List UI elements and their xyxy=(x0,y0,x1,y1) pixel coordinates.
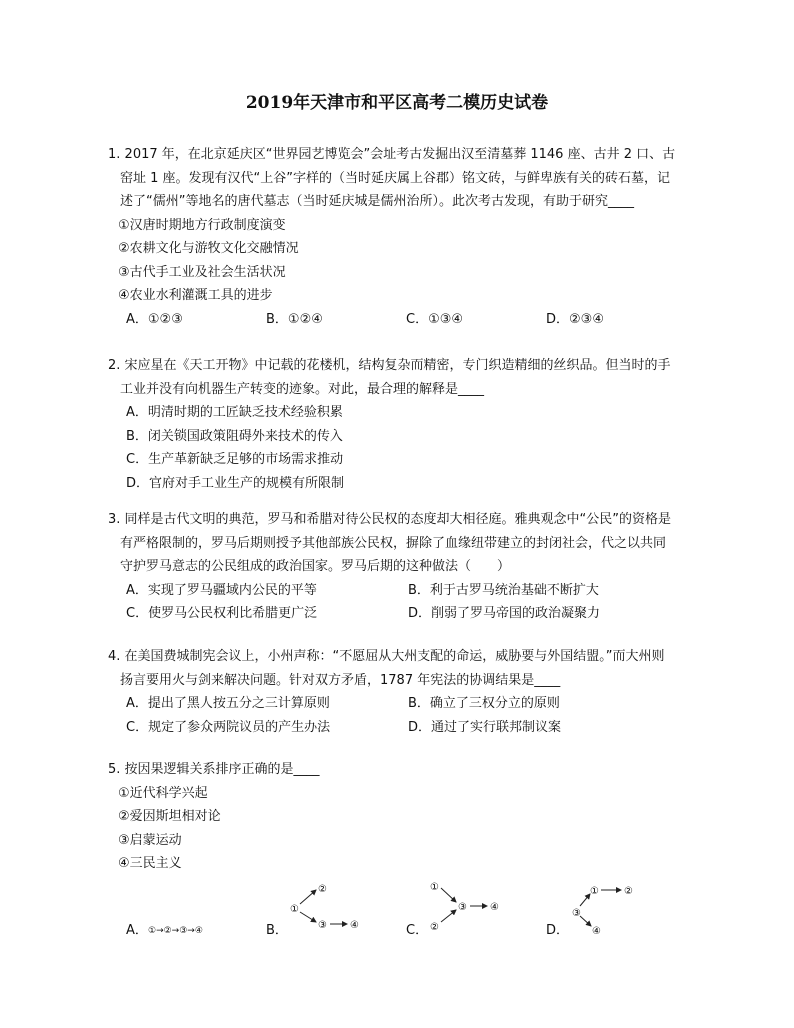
stem-line: 按因果逻辑关系排序正确的是____ xyxy=(124,762,320,777)
arrow xyxy=(580,916,591,926)
question-stem xyxy=(108,758,704,782)
option-a[interactable]: A．明清时期的工匠缺乏技术经验积累 xyxy=(126,405,343,420)
question-5 xyxy=(108,758,704,876)
node-1: ① xyxy=(590,886,599,897)
stem-line: 守护罗马意志的公民组成的政治国家。罗马后期的这种做法（ ） xyxy=(120,559,511,574)
option-c[interactable]: C．使罗马公民权利比希腊更广泛 xyxy=(126,606,318,621)
option-b[interactable]: B．闭关锁国政策阻碍外来技术的传入 xyxy=(126,428,343,444)
statement-item: ②爱因斯坦相对论 xyxy=(118,809,221,824)
arrow xyxy=(441,888,456,902)
arrow xyxy=(441,910,456,922)
statement-item: ④农业水利灌溉工具的进步 xyxy=(118,288,273,303)
question-number: 2. xyxy=(108,358,121,373)
answer-options xyxy=(108,579,704,626)
option-b[interactable]: B．确立了三权分立的原则 xyxy=(408,696,560,711)
stem-line: 扬言要用火与剑来解决问题。针对双方矛盾，1787 年宪法的协调结果是____ xyxy=(120,672,561,688)
option-a[interactable]: A．提出了黑人按五分之三计算原则 xyxy=(126,696,330,711)
answer-options xyxy=(108,401,704,495)
option-a[interactable]: A．实现了罗马疆域内公民的平等 xyxy=(126,582,317,598)
node-4: ④ xyxy=(592,926,601,937)
question-number: 1. xyxy=(108,147,121,162)
page-title: 2019年天津市和平区高考二模历史试卷 xyxy=(245,93,549,113)
statement-item: ②农耕文化与游牧文化交融情况 xyxy=(118,241,299,256)
option-label: B． xyxy=(266,923,288,938)
option-d[interactable]: D．②③④ xyxy=(546,311,604,327)
stem-line: 有严格限制的，罗马后期则授予其他部族公民权，摒除了血缘纽带建立的封闭社会，代之以共同 xyxy=(120,535,667,551)
statement-item: ①汉唐时期地方行政制度演变 xyxy=(118,217,286,233)
question-stem xyxy=(108,143,704,214)
stem-line: 工业并没有向机器生产转变的迹象。对此，最合理的解释是____ xyxy=(120,381,485,397)
node-1: ① xyxy=(290,904,299,915)
option-c[interactable] xyxy=(406,878,526,944)
answer-options xyxy=(108,692,704,739)
option-b[interactable]: B．利于古罗马统治基础不断扩大 xyxy=(408,582,599,598)
option-label: D． xyxy=(546,923,570,938)
question-2 xyxy=(108,354,704,495)
statement-item: ③启蒙运动 xyxy=(118,832,182,848)
answer-options xyxy=(108,308,704,332)
option-d[interactable]: D．通过了实行联邦制议案 xyxy=(408,719,562,735)
node-1: ① xyxy=(430,882,439,893)
flow-diagram xyxy=(424,878,524,940)
option-b[interactable] xyxy=(266,878,386,944)
statement-item: ④三民主义 xyxy=(118,856,182,871)
stem-line: 同样是古代文明的典范，罗马和希腊对待公民权的态度却大相径庭。雅典观念中“公民”的资格是 xyxy=(124,512,672,527)
node-4: ④ xyxy=(490,902,499,913)
option-b[interactable]: B．①②④ xyxy=(266,311,323,327)
question-number: 5. xyxy=(108,762,121,777)
option-c[interactable]: C．①③④ xyxy=(406,311,464,327)
stem-line: 窑址 1 座。发现有汉代“上谷”字样的（当时延庆属上谷郡）铭文砖，与鲜卑族有关的砖石墓，记 xyxy=(120,170,671,186)
stem-line: 述了“儒州”等地名的唐代墓志（当时延庆城是儒州治所）。此次考古发现，有助于研究____ xyxy=(120,194,634,209)
question-stem xyxy=(108,354,704,401)
node-2: ② xyxy=(318,884,327,895)
flow-diagram xyxy=(566,878,666,940)
option-label: A． xyxy=(126,923,148,938)
sequence-text: ①→②→③→④ xyxy=(148,926,203,936)
question-3 xyxy=(108,508,704,626)
option-label: C． xyxy=(406,923,429,938)
node-3: ③ xyxy=(458,902,467,913)
question-number: 4. xyxy=(108,649,121,664)
statement-item: ①近代科学兴起 xyxy=(118,785,208,801)
question-number: 3. xyxy=(108,512,121,527)
node-3: ③ xyxy=(572,908,581,919)
stem-line: 在美国费城制宪会议上，小州声称：“不愿屈从大州支配的命运，威胁要与外国结盟。”而大州则 xyxy=(124,649,665,664)
stem-line: 宋应星在《天工开物》中记载的花楼机，结构复杂而精密，专门织造精细的丝织品。但当时的手 xyxy=(124,358,671,373)
arrow xyxy=(300,890,316,904)
option-d[interactable] xyxy=(546,878,676,944)
statement-item: ③古代手工业及社会生活状况 xyxy=(118,264,286,280)
question-stem xyxy=(108,645,704,692)
node-3: ③ xyxy=(318,920,327,931)
option-d[interactable]: D．削弱了罗马帝国的政治凝聚力 xyxy=(408,606,601,621)
node-4: ④ xyxy=(350,920,359,931)
question-4 xyxy=(108,645,704,739)
stem-line: 2017 年，在北京延庆区“世界园艺博览会”会址考古发掘出汉至清墓葬 1146 座、古井 2 口、古 xyxy=(124,147,676,162)
option-a[interactable]: A．①②③ xyxy=(126,311,183,327)
node-2: ② xyxy=(624,886,633,897)
option-d[interactable]: D．官府对手工业生产的规模有所限制 xyxy=(126,475,345,491)
arrow xyxy=(300,912,316,922)
flow-diagram xyxy=(284,878,384,940)
option-c[interactable]: C．生产革新缺乏足够的市场需求推动 xyxy=(126,452,344,467)
option-c[interactable]: C．规定了参众两院议员的产生办法 xyxy=(126,719,331,735)
arrow xyxy=(580,894,590,906)
question-stem xyxy=(108,508,704,579)
question-1 xyxy=(108,143,704,331)
node-2: ② xyxy=(430,922,439,933)
diagram-options xyxy=(126,878,686,944)
